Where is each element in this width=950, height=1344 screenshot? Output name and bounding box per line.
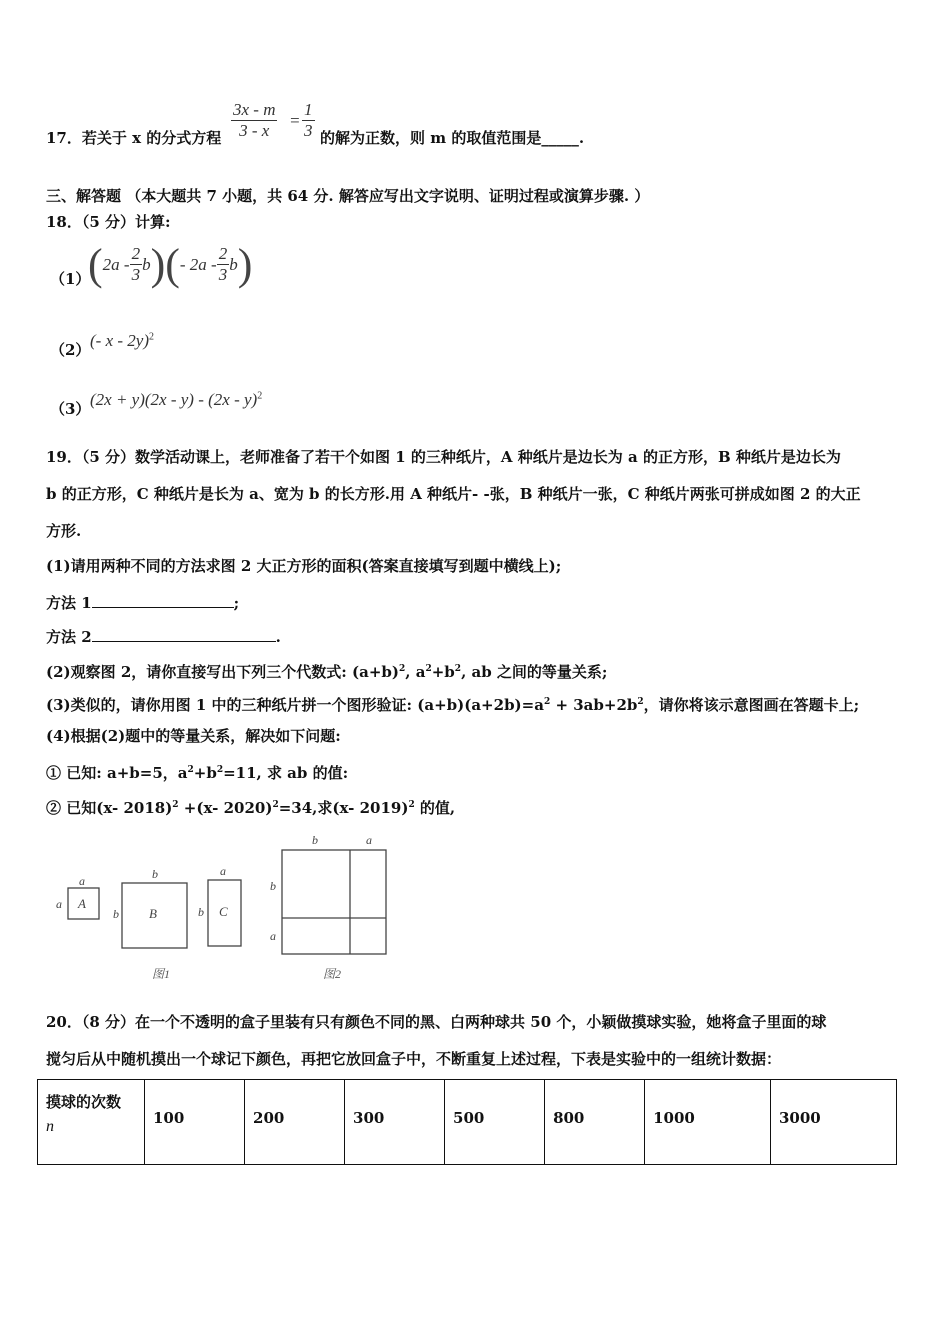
q19-method2-label: 方法 2 bbox=[46, 628, 92, 646]
q18-part1-label: （1） bbox=[50, 270, 91, 288]
fig2-b-left: b bbox=[270, 879, 276, 893]
q18-part2-expr bbox=[90, 331, 154, 351]
q18-p3-exp: 2 bbox=[257, 390, 263, 402]
table-value: 200 bbox=[253, 1109, 285, 1127]
table-value: 500 bbox=[453, 1109, 485, 1127]
q17-suffix: 的解为正数，则 m 的取值范围是_____. bbox=[320, 129, 585, 147]
q19-method1 bbox=[46, 591, 239, 613]
q18-title: 18．（5 分）计算: bbox=[46, 213, 171, 231]
q19-part3-a: (3)类似的，请你用图 1 中的三种纸片拼一个图形验证: (a+b)(a+2b)=a bbox=[46, 696, 544, 714]
sup: 2 bbox=[425, 664, 432, 674]
q18-part1-expr: ( 2a - $\frac{2}{3}$ b ) ( - 2a - $\frac{2}{3}$ b ) bbox=[88, 239, 253, 289]
fig1-label-B: B bbox=[149, 906, 157, 921]
table-value: 300 bbox=[353, 1109, 385, 1127]
fig1-a-left: a bbox=[56, 897, 62, 911]
q19-method2 bbox=[46, 625, 281, 647]
q17-equals: = bbox=[289, 111, 301, 130]
fig2-a-top: a bbox=[366, 833, 372, 847]
q19-sub2-c: =34,求(x- 2019) bbox=[278, 799, 409, 817]
q19-line1: 19．（5 分）数学活动课上，老师准备了若干个如图 1 的三种纸片，A 种纸片是边长为 a 的正方形，B 种纸片是边长为 bbox=[46, 448, 841, 466]
q19-part1: (1)请用两种不同的方法求图 2 大正方形的面积(答案直接填写到题中横线上); bbox=[46, 557, 562, 575]
q17-prefix: 17．若关于 x 的分式方程 bbox=[46, 129, 222, 147]
fig1-a-c-top: a bbox=[220, 864, 226, 878]
fig2-a-left: a bbox=[270, 929, 276, 943]
q19-sub1 bbox=[46, 760, 348, 783]
fig2-b-top: b bbox=[312, 833, 318, 847]
sup: 2 bbox=[399, 664, 406, 674]
fig1-label-C: C bbox=[219, 904, 228, 919]
q18-p1-term: 2a - bbox=[102, 254, 130, 274]
q19-sub1-a: ① 已知: a+b=5，a bbox=[46, 764, 188, 782]
q18-p2-exp: 2 bbox=[149, 331, 154, 343]
fig1-b-left: b bbox=[113, 907, 119, 921]
q17-rhs-fraction bbox=[302, 100, 315, 141]
table-value: 100 bbox=[153, 1109, 185, 1127]
sup: 2 bbox=[637, 697, 644, 707]
fig1-a-top: a bbox=[79, 874, 85, 888]
q19-line2: b 的正方形，C 种纸片是长为 a、宽为 b 的长方形.用 A 种纸片- -张，B 种纸片一张，C 种纸片两张可拼成如图 2 的大正 bbox=[46, 485, 861, 503]
q18-part3-expr bbox=[90, 390, 262, 410]
q18-part2-label: （2） bbox=[50, 341, 91, 359]
q19-method1-label: 方法 1 bbox=[46, 594, 92, 612]
q18-p1-frac-num: 2 bbox=[131, 244, 141, 263]
q19-part4: (4)根据(2)题中的等量关系，解决如下问题: bbox=[46, 727, 341, 745]
q19-method2-end: . bbox=[275, 628, 281, 646]
q17-fraction bbox=[231, 100, 277, 141]
fig1-b-c-left: b bbox=[198, 905, 204, 919]
q17-rhs-den: 3 bbox=[304, 121, 313, 140]
q19-sub1-c: =11, 求 ab 的值: bbox=[223, 764, 349, 782]
q19-part2 bbox=[46, 659, 607, 682]
table-row bbox=[38, 1080, 897, 1165]
q18-p1-var2: b bbox=[229, 254, 238, 274]
q18-part3-label: （3） bbox=[50, 400, 91, 418]
q19-method1-end: ; bbox=[233, 594, 240, 612]
q19-sub2 bbox=[46, 795, 455, 818]
fig1-caption: 图1 bbox=[152, 967, 171, 981]
q18-p1-var: b bbox=[142, 254, 151, 274]
table-header-label: 摸球的次数 bbox=[46, 1093, 122, 1111]
table-cell bbox=[445, 1080, 545, 1165]
q20-line1: 20．（8 分）在一个不透明的盒子里装有只有颜色不同的黑、白两种球共 50 个，小颖做摸球实验，她将盒子里面的球 bbox=[46, 1013, 827, 1031]
q18-p1-frac2-den: 3 bbox=[218, 265, 228, 284]
method1-answer-blank[interactable] bbox=[92, 591, 234, 608]
table-cell bbox=[545, 1080, 645, 1165]
sup: 2 bbox=[543, 697, 551, 707]
table-header-var: n bbox=[46, 1118, 54, 1135]
q17-frac-num: 3x - m bbox=[233, 100, 276, 119]
q19-part3-b: + 3ab+2b bbox=[550, 696, 638, 714]
fig1-label-A: A bbox=[78, 896, 86, 911]
stats-table bbox=[37, 1079, 897, 1165]
table-cell bbox=[345, 1080, 445, 1165]
q17-frac-den: 3 - x bbox=[239, 121, 270, 140]
q19-sub2-d: 的值, bbox=[414, 799, 456, 817]
method2-answer-blank[interactable] bbox=[92, 625, 276, 642]
q19-part2-b: , a bbox=[405, 663, 426, 681]
q18-p1-frac-den: 3 bbox=[131, 265, 141, 284]
figure-2 bbox=[282, 850, 386, 954]
table-value: 3000 bbox=[779, 1109, 821, 1127]
q18-p2-base: (- x - 2y) bbox=[90, 331, 149, 350]
q19-line3: 方形. bbox=[46, 522, 82, 540]
q19-part2-d: , ab 之间的等量关系; bbox=[461, 663, 608, 681]
sup: 2 bbox=[454, 664, 462, 674]
q19-sub1-b: +b bbox=[193, 764, 217, 782]
q20-line2: 搅匀后从中随机摸出一个球记下颜色，再把它放回盒子中，不断重复上述过程，下表是实验中的一组统计数据： bbox=[46, 1050, 782, 1068]
q19-sub2-a: ② 已知(x- 2018) bbox=[46, 799, 173, 817]
sup: 2 bbox=[216, 765, 224, 775]
section-heading: 三、解答题 （本大题共 7 小题，共 64 分. 解答应写出文字说明、证明过程或演算步骤. ） bbox=[46, 187, 650, 205]
table-header-cell bbox=[38, 1080, 145, 1165]
table-cell bbox=[645, 1080, 771, 1165]
sup: 2 bbox=[172, 800, 179, 810]
sup: 2 bbox=[408, 800, 415, 810]
q19-part3 bbox=[46, 692, 859, 715]
q19-part2-c: +b bbox=[431, 663, 455, 681]
table-cell bbox=[245, 1080, 345, 1165]
table-value: 1000 bbox=[653, 1109, 695, 1127]
q19-part2-a: (2)观察图 2，请你直接写出下列三个代数式: (a+b) bbox=[46, 663, 400, 681]
sup: 2 bbox=[272, 800, 279, 810]
fig1-b-top: b bbox=[152, 867, 158, 881]
q18-p3-base: (2x + y)(2x - y) - (2x - y) bbox=[90, 390, 258, 409]
table-cell bbox=[145, 1080, 245, 1165]
table-value: 800 bbox=[553, 1109, 585, 1127]
q19-sub2-b: +(x- 2020) bbox=[178, 799, 273, 817]
fig2-caption: 图2 bbox=[323, 967, 342, 981]
q19-figures bbox=[46, 828, 406, 988]
table-cell bbox=[771, 1080, 897, 1165]
q19-part3-c: ，请你将该示意图画在答题卡上; bbox=[643, 696, 860, 714]
q17-rhs-num: 1 bbox=[304, 100, 313, 119]
q18-p1-term2: - 2a - bbox=[179, 254, 217, 274]
q18-p1-frac2-num: 2 bbox=[218, 244, 228, 263]
sup: 2 bbox=[187, 765, 194, 775]
